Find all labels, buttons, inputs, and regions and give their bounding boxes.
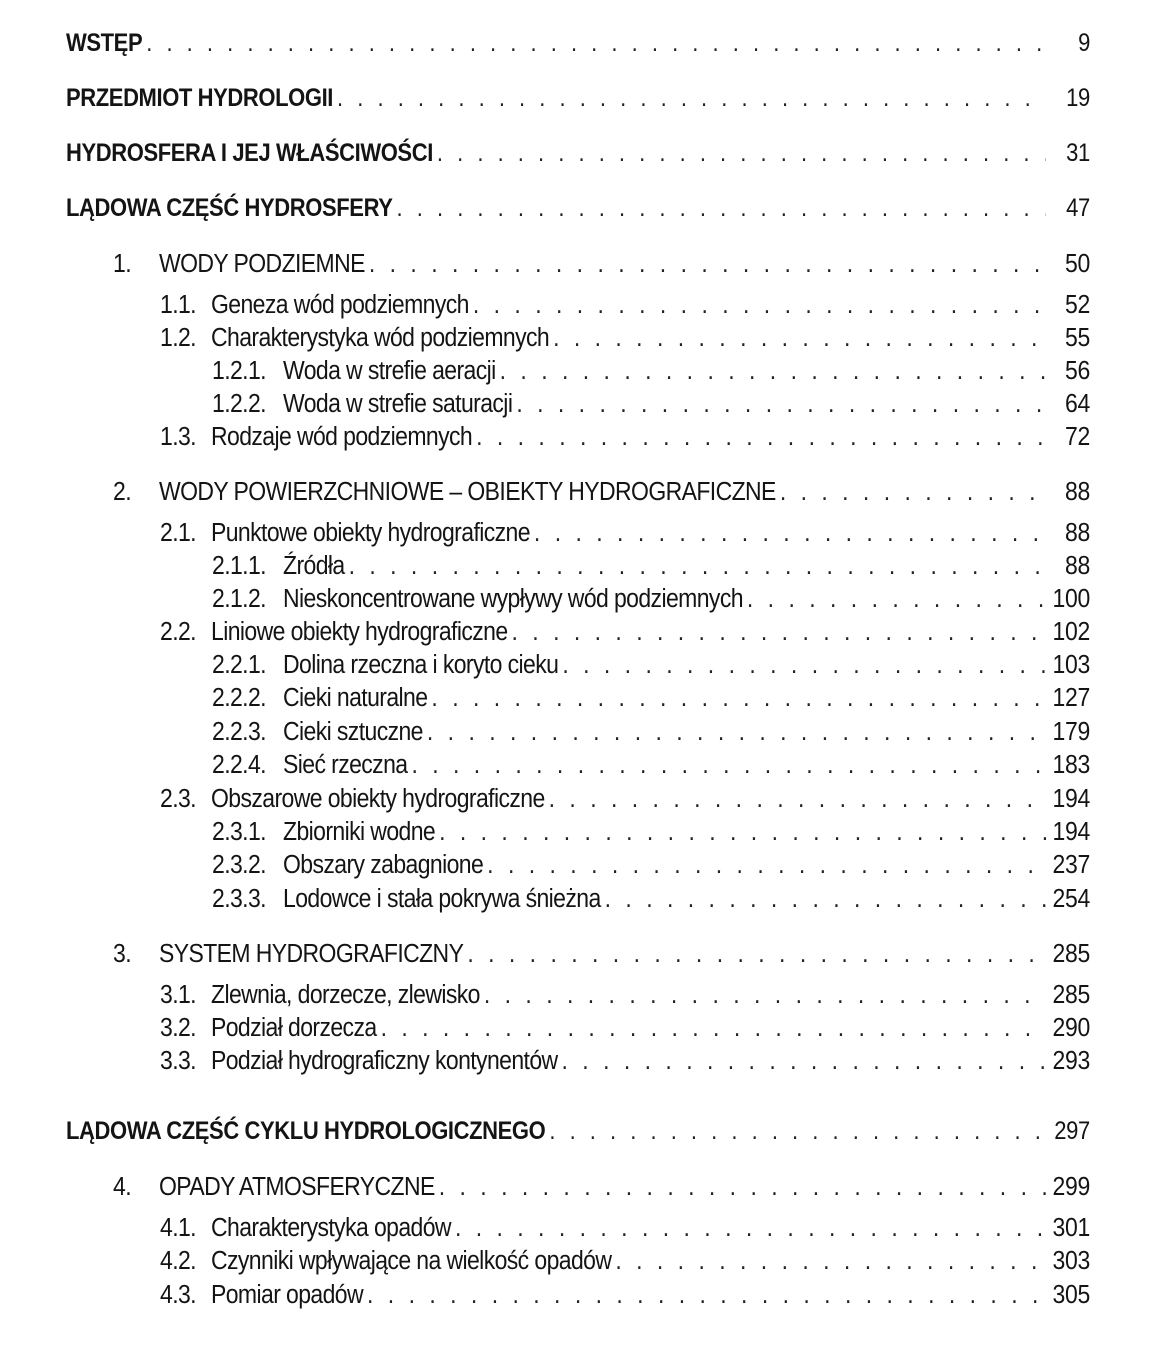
toc-entry-number: 2.2.4. [212,749,266,779]
toc-entry-page-number: 100 [1052,583,1090,613]
toc-entry-number: 2.1.2. [212,583,266,613]
toc-entry-section [160,616,1090,646]
toc-entry-page-number: 194 [1052,783,1090,813]
toc-entry-number: 2.2.2. [212,682,266,712]
toc-entry-page-number: 297 [1054,1116,1090,1145]
dot-leader [439,816,1046,846]
toc-entry-page-number: 88 [1065,476,1090,506]
dot-leader [553,322,1046,352]
toc-entry-section [160,1045,1090,1075]
toc-entry-page-number: 285 [1052,938,1090,968]
toc-entry-title: LĄDOWA CZĘŚĆ CYKLU HYDROLOGICZNEGO [66,1116,546,1145]
toc-entry-subsection [212,355,1090,385]
dot-leader [381,1012,1046,1042]
toc-entry-title: Rodzaje wód podziemnych [211,421,473,451]
toc-entry-number: 4.1. [160,1212,196,1242]
toc-entry-page-number: 9 [1078,28,1090,57]
dot-leader [349,550,1046,580]
dot-leader [473,289,1046,319]
dot-leader [467,938,1046,968]
toc-entry-title: Cieki naturalne [283,682,428,712]
toc-entry-page-number: 50 [1065,248,1090,278]
toc-entry-subsection [212,849,1090,879]
toc-entry-number: 2. [113,476,131,506]
toc-entry-part [66,193,1090,222]
toc-entry-section [160,1212,1090,1242]
toc-entry-section [160,322,1090,352]
toc-entry-page-number: 254 [1052,883,1090,913]
dot-leader [411,749,1046,779]
toc-entry-page-number: 127 [1052,682,1090,712]
toc-entry-subsection [212,883,1090,913]
toc-entry-page-number: 301 [1052,1212,1090,1242]
toc-entry-title: Charakterystyka opadów [211,1212,451,1242]
toc-entry-number: 3.3. [160,1045,196,1075]
toc-entry-page-number: 285 [1052,979,1090,1009]
dot-leader [549,783,1046,813]
toc-entry-number: 1.2. [160,322,196,352]
toc-entry-section [160,783,1090,813]
dot-leader [747,583,1046,613]
toc-entry-chapter [113,938,1090,968]
toc-entry-title: Dolina rzeczna i koryto cieku [283,649,559,679]
dot-leader [146,28,1046,57]
dot-leader [427,716,1046,746]
toc-entry-title: LĄDOWA CZĘŚĆ HYDROSFERY [66,193,393,222]
toc-entry-page-number: 290 [1052,1012,1090,1042]
toc-entry-number: 2.1.1. [212,550,266,580]
toc-entry-number: 3. [113,938,131,968]
toc-entry-subsection [212,682,1090,712]
dot-leader [369,248,1046,278]
toc-entry-page-number: 55 [1065,322,1090,352]
toc-entry-number: 2.1. [160,517,196,547]
toc-entry-title: HYDROSFERA I JEJ WŁAŚCIWOŚCI [66,138,433,167]
dot-leader [549,1116,1046,1145]
toc-entry-page-number: 103 [1052,649,1090,679]
toc-entry-number: 1.3. [160,421,196,451]
toc-entry-section [160,1245,1090,1275]
dot-leader [437,138,1046,167]
toc-entry-chapter [113,476,1090,506]
toc-entry-page-number: 299 [1052,1171,1090,1201]
toc-entry-subsection [212,388,1090,418]
dot-leader [337,83,1046,112]
dot-leader [397,193,1046,222]
toc-entry-title: Geneza wód podziemnych [211,289,469,319]
dot-leader [455,1212,1046,1242]
toc-entry-title: Woda w strefie saturacji [283,388,513,418]
toc-entry-page-number: 179 [1052,716,1090,746]
toc-entry-subsection [212,649,1090,679]
dot-leader [431,682,1046,712]
toc-entry-title: Pomiar opadów [211,1279,364,1309]
dot-leader [439,1171,1046,1201]
toc-entry-section [160,979,1090,1009]
toc-entry-page-number: 64 [1065,388,1090,418]
toc-entry-page-number: 56 [1065,355,1090,385]
dot-leader [512,616,1046,646]
toc-entry-page-number: 72 [1065,421,1090,451]
dot-leader [605,883,1046,913]
toc-entry-title: SYSTEM HYDROGRAFICZNY [159,938,464,968]
toc-entry-number: 1.1. [160,289,196,319]
toc-entry-title: WODY POWIERZCHNIOWE – OBIEKTY HYDROGRAFICZNE [159,476,776,506]
toc-entry-title: Charakterystyka wód podziemnych [211,322,550,352]
toc-entry-subsection [212,816,1090,846]
toc-entry-page-number: 47 [1066,193,1090,222]
toc-entry-part [66,1116,1090,1145]
toc-entry-section [160,289,1090,319]
dot-leader [484,979,1046,1009]
toc-entry-number: 2.2. [160,616,196,646]
toc-entry-section [160,421,1090,451]
toc-entry-title: Zlewnia, dorzecze, zlewisko [211,979,480,1009]
toc-entry-part [66,28,1090,57]
toc-entry-title: Czynniki wpływające na wielkość opadów [211,1245,612,1275]
toc-entry-title: Nieskoncentrowane wypływy wód podziemnych [283,583,743,613]
toc-entry-title: Woda w strefie aeracji [283,355,496,385]
toc-entry-number: 2.2.3. [212,716,266,746]
toc-entry-number: 2.3.3. [212,883,266,913]
toc-entry-number: 2.2.1. [212,649,266,679]
toc-entry-number: 3.2. [160,1012,196,1042]
toc-entry-title: Lodowce i stała pokrywa śnieżna [283,883,601,913]
toc-entry-page-number: 88 [1065,517,1090,547]
toc-entry-part [66,83,1090,112]
toc-entry-number: 2.3. [160,783,196,813]
toc-entry-title: Punktowe obiekty hydrograficzne [211,517,530,547]
toc-entry-chapter [113,248,1090,278]
toc-entry-section [160,1279,1090,1309]
toc-entry-number: 3.1. [160,979,196,1009]
toc-entry-number: 4. [113,1171,131,1201]
toc-entry-title: PRZEDMIOT HYDROLOGII [66,83,334,112]
dot-leader [500,355,1046,385]
toc-entry-subsection [212,550,1090,580]
toc-entry-page-number: 305 [1052,1279,1090,1309]
dot-leader [516,388,1046,418]
toc-entry-part [66,138,1090,167]
dot-leader [367,1279,1046,1309]
toc-entry-title: Podział hydrograficzny kontynentów [211,1045,558,1075]
toc-entry-number: 4.2. [160,1245,196,1275]
toc-entry-page-number: 19 [1066,83,1090,112]
dot-leader [487,849,1046,879]
toc-entry-number: 1.2.2. [212,388,266,418]
toc-entry-section [160,1012,1090,1042]
toc-entry-number: 1.2.1. [212,355,266,385]
toc-entry-number: 2.3.2. [212,849,266,879]
toc-entry-title: Liniowe obiekty hydrograficzne [211,616,508,646]
toc-entry-number: 2.3.1. [212,816,266,846]
toc-entry-page-number: 102 [1052,616,1090,646]
toc-entry-page-number: 31 [1066,138,1090,167]
toc-entry-page-number: 237 [1052,849,1090,879]
toc-entry-page-number: 88 [1065,550,1090,580]
toc-entry-page-number: 183 [1052,749,1090,779]
toc-entry-title: OPADY ATMOSFERYCZNE [159,1171,435,1201]
toc-entry-section [160,517,1090,547]
toc-entry-title: WODY PODZIEMNE [159,248,365,278]
dot-leader [615,1245,1046,1275]
toc-entry-page-number: 293 [1052,1045,1090,1075]
toc-entry-number: 1. [113,248,131,278]
toc-entry-page-number: 52 [1065,289,1090,319]
toc-entry-title: Podział dorzecza [211,1012,377,1042]
toc-entry-subsection [212,583,1090,613]
toc-entry-page-number: 194 [1052,816,1090,846]
toc-entry-title: Obszarowe obiekty hydrograficzne [211,783,545,813]
toc-entry-page-number: 303 [1052,1245,1090,1275]
toc-entry-title: Cieki sztuczne [283,716,423,746]
dot-leader [534,517,1046,547]
toc-entry-number: 4.3. [160,1279,196,1309]
dot-leader [476,421,1046,451]
toc-entry-chapter [113,1171,1090,1201]
toc-entry-title: Źródła [283,550,345,580]
toc-entry-subsection [212,716,1090,746]
dot-leader [562,1045,1046,1075]
toc-entry-title: Obszary zabagnione [283,849,484,879]
toc-entry-title: Zbiorniki wodne [283,816,436,846]
toc-entry-title: WSTĘP [66,28,143,57]
dot-leader [780,476,1046,506]
dot-leader [562,649,1046,679]
toc-entry-subsection [212,749,1090,779]
toc-entry-title: Sieć rzeczna [283,749,408,779]
